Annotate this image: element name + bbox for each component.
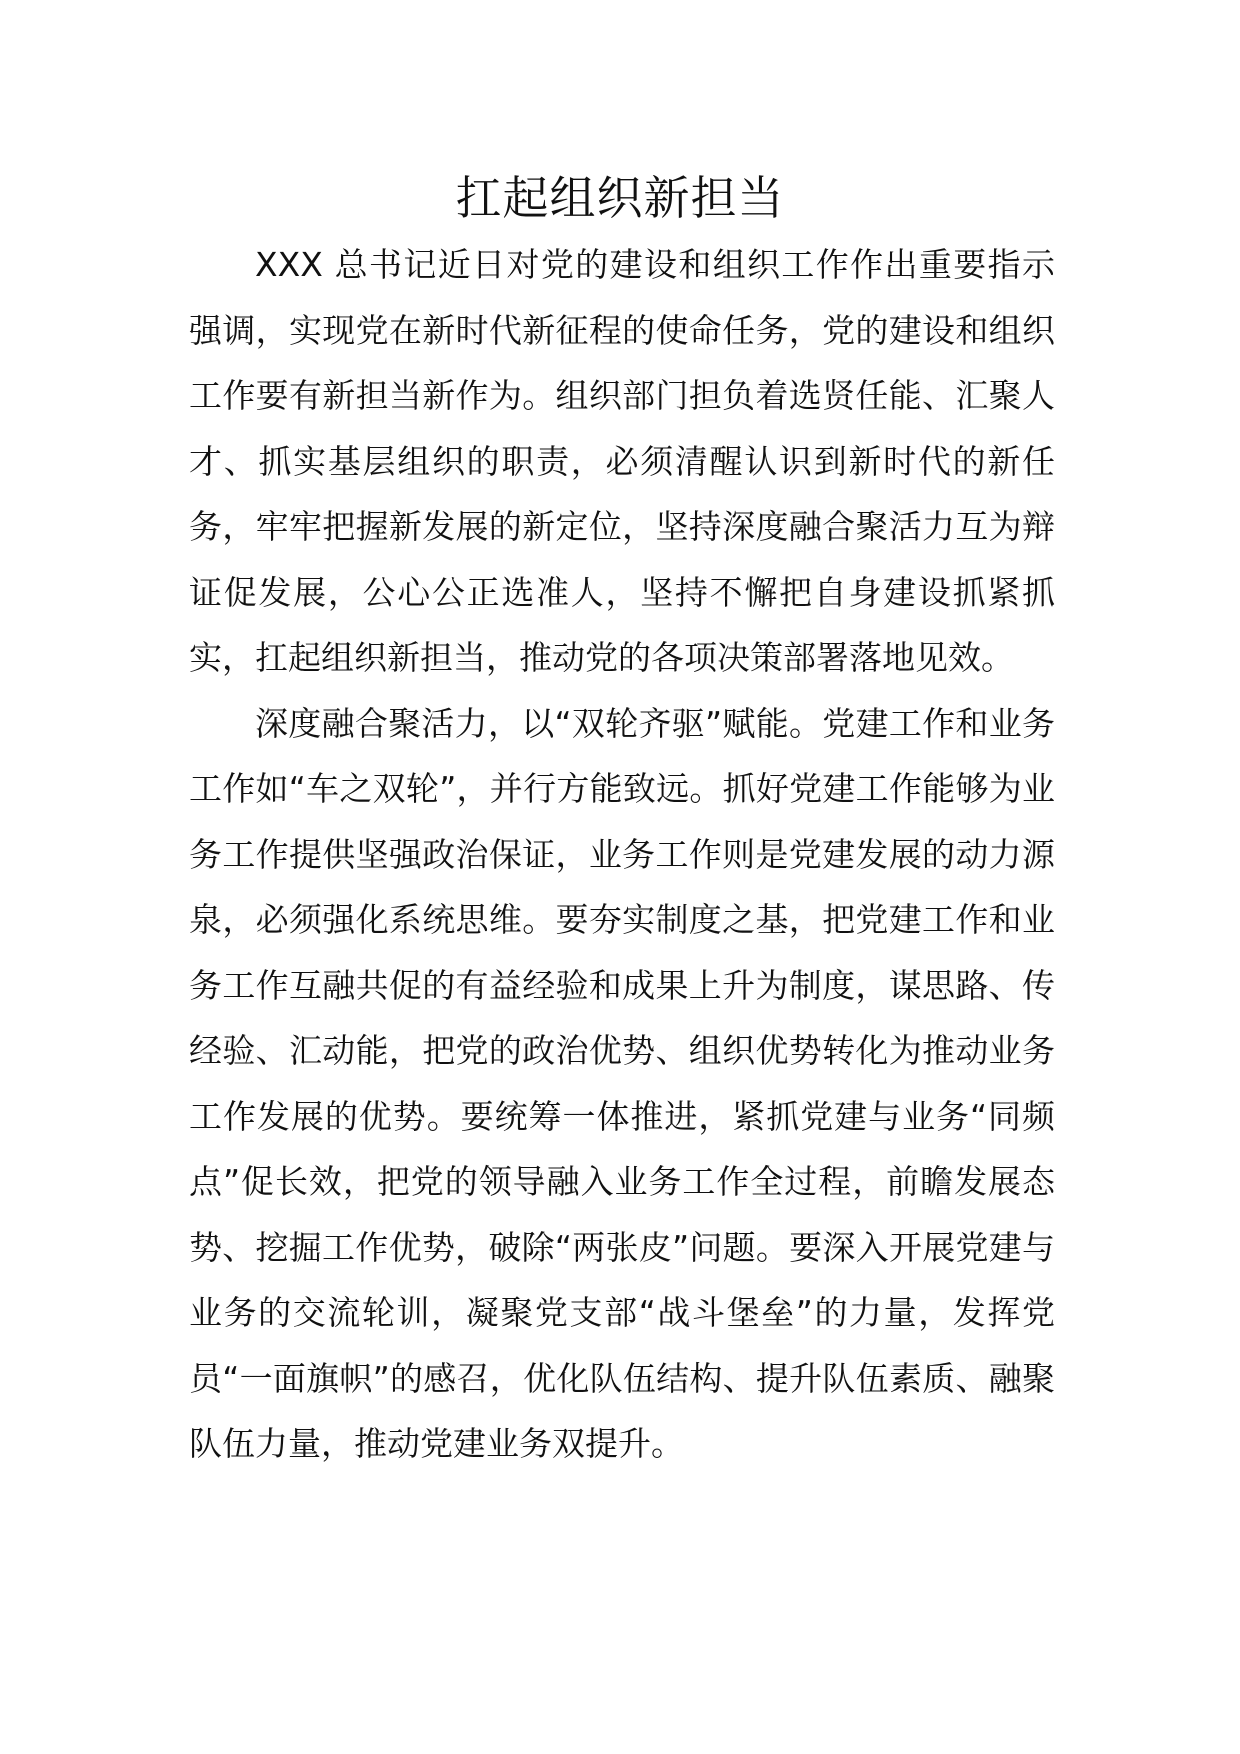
document-title: 扛起组织新担当 [455,171,785,225]
paragraph-2: 深度融合聚活力，以“双轮齐驱”赋能。党建工作和业务工作如“车之双轮”，并行方能致远。抓好党建工作能够为业务工作提供坚强政治保证，业务工作则是党建发展的动力源泉，必须强化系统思维。要夯实制度之基，把党建工作和业务工作互融共促的有益经验和成果上升为制度，谋思路、传经验、汇动能，把党的政治优势、组织优势转化为推动业务工作发展的优势。要统筹一体推进，紧抓党建与业务“同频点”促长效，把党的领导融入业务工作全过程，前瞻发展态势、挖掘工作优势，破除“两张皮”问题。要深入开展党建与业务的交流轮训，凝聚党支部“战斗堡垒”的力量，发挥党员“一面旗帜”的感召，优化队伍结构、提升队伍素质、融聚队伍力量，推动党建业务双提升。 [189,703,1055,1463]
paragraph-1: XXX 总书记近日对党的建设和组织工作作出重要指示强调，实现党在新时代新征程的使命任务，党的建设和组织工作要有新担当新作为。组织部门担负着选贤任能、汇聚人才、抓实基层组织的职责，必须清醒认识到新时代的新任务，牢牢把握新发展的新定位，坚持深度融合聚活力互为辩证促发展，公心公正选准人，坚持不懈把自身建设抓紧抓实，扛起组织新担当，推动党的各项决策部署落地见效。 [189,245,1055,677]
document-body [189,232,1055,1477]
